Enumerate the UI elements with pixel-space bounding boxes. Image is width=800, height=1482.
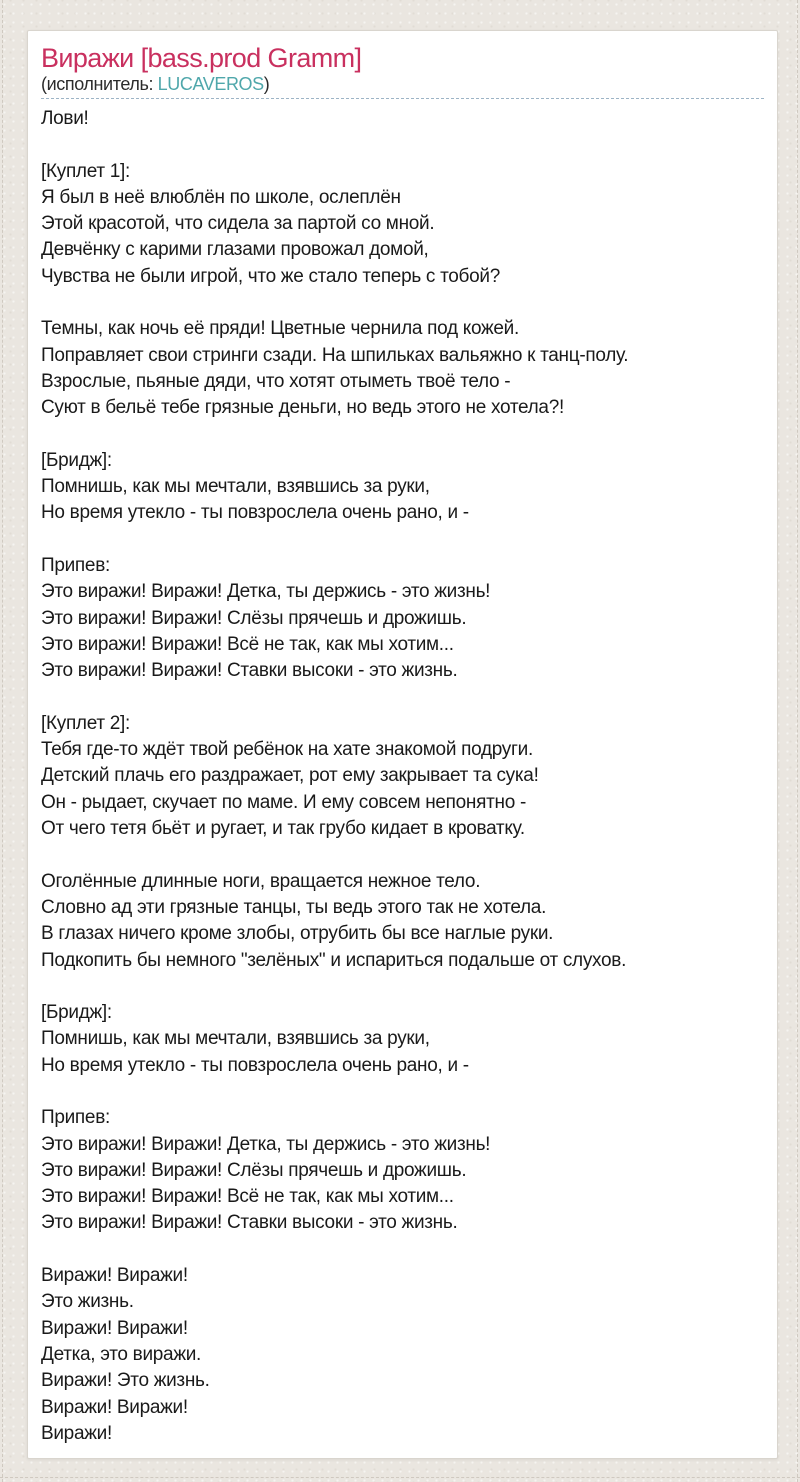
lyric-line: Это виражи! Виражи! Всё не так, как мы хотим...	[41, 1186, 454, 1208]
lyric-line: Это жизнь.	[41, 1291, 134, 1313]
stitched-edge-bottom	[0, 1477, 800, 1478]
lyric-line: Лови!	[41, 108, 89, 129]
lyric-line: Девчёнку с карими глазами провожал домой,	[41, 239, 429, 261]
lyric-line: Это виражи! Виражи! Слёзы прячешь и дрожишь.	[41, 1159, 467, 1181]
lyrics-card	[27, 30, 778, 1459]
stitched-edge-left	[2, 0, 3, 1482]
stanza-chorus-1	[41, 553, 764, 684]
stanza-verse-2-part-2	[41, 869, 764, 974]
lyric-line: Виражи! Виражи!	[41, 1265, 188, 1287]
stanza-bridge-2	[41, 1000, 764, 1079]
lyric-line: Помнишь, как мы мечтали, взявшись за руки,	[41, 1028, 430, 1050]
stanza-bridge-1	[41, 448, 764, 527]
stanza-intro	[41, 106, 764, 132]
artist-label-suffix: )	[263, 74, 270, 94]
lyric-line: Виражи! Виражи!	[41, 1396, 188, 1418]
lyric-line: Это виражи! Виражи! Ставки высоки - это жизнь.	[41, 660, 458, 682]
lyric-line: Он - рыдает, скучает по маме. И ему совсем непонятно -	[41, 791, 526, 813]
lyric-line: Детский плачь его раздражает, рот ему закрывает та сука!	[41, 765, 539, 787]
lyric-line: От чего тетя бьёт и ругает, и так грубо кидает в кроватку.	[41, 818, 525, 840]
stanza-outro	[41, 1263, 764, 1447]
lyrics-text	[41, 106, 764, 1447]
lyric-line: [Куплет 2]:	[41, 712, 130, 734]
lyric-line: Припев:	[41, 1107, 110, 1129]
lyric-line: Помнишь, как мы мечтали, взявшись за руки,	[41, 476, 430, 498]
artist-link[interactable]: LUCAVEROS	[157, 74, 264, 94]
lyric-line: Этой красотой, что сидела за партой со мной.	[41, 213, 435, 235]
stanza-verse-2-part-1	[41, 711, 764, 842]
lyric-line: Детка, это виражи.	[41, 1343, 202, 1365]
stanza-verse-1-part-1	[41, 159, 764, 290]
lyric-line: Это виражи! Виражи! Детка, ты держись - это жизнь!	[41, 581, 491, 603]
lyric-line: Это виражи! Виражи! Детка, ты держись - это жизнь!	[41, 1133, 491, 1155]
lyric-line: Чувства не были игрой, что же стало теперь с тобой?	[41, 265, 500, 287]
lyric-line: Но время утекло - ты повзрослела очень рано, и -	[41, 502, 469, 524]
song-title: Виражи [bass.prod Gramm]	[41, 43, 362, 73]
lyric-line: [Бридж]:	[41, 449, 112, 471]
stitched-edge-right	[797, 0, 798, 1482]
artist-line	[41, 74, 764, 99]
stanza-verse-1-part-2	[41, 316, 764, 421]
lyric-line: Виражи! Виражи!	[41, 1317, 188, 1339]
lyric-line: Виражи!	[41, 1422, 112, 1444]
lyric-line: Виражи! Это жизнь.	[41, 1370, 210, 1392]
lyric-line: Это виражи! Виражи! Слёзы прячешь и дрожишь.	[41, 607, 467, 629]
lyric-line: Словно ад эти грязные танцы, ты ведь этого так не хотела.	[41, 896, 547, 918]
lyric-line: Оголённые длинные ноги, вращается нежное тело.	[41, 870, 481, 892]
lyric-line: Припев:	[41, 555, 110, 577]
lyric-line: Суют в бельё тебе грязные деньги, но ведь этого не хотела?!	[41, 397, 564, 419]
lyric-line: Тебя где-то ждёт твой ребёнок на хате знакомой подруги.	[41, 739, 533, 761]
stanza-chorus-2	[41, 1105, 764, 1236]
lyric-line: Я был в неё влюблён по школе, ослеплён	[41, 186, 401, 208]
lyric-line: [Куплет 1]:	[41, 160, 130, 182]
lyric-line: Подкопить бы немного "зелёных" и испариться подальше от слухов.	[41, 949, 627, 971]
lyric-line: Взрослые, пьяные дяди, что хотят отыметь твоё тело -	[41, 370, 511, 392]
lyric-line: Это виражи! Виражи! Ставки высоки - это жизнь.	[41, 1212, 458, 1234]
lyric-line: Но время утекло - ты повзрослела очень рано, и -	[41, 1054, 469, 1076]
artist-label-prefix: (исполнитель:	[41, 74, 154, 94]
lyric-line: Темны, как ночь её пряди! Цветные чернила под кожей.	[41, 318, 519, 340]
lyric-line: В глазах ничего кроме злобы, отрубить бы все наглые руки.	[41, 923, 554, 945]
lyric-line: [Бридж]:	[41, 1002, 112, 1024]
lyric-line: Поправляет свои стринги сзади. На шпильках вальяжно к танц-полу.	[41, 344, 629, 366]
lyric-line: Это виражи! Виражи! Всё не так, как мы хотим...	[41, 633, 454, 655]
